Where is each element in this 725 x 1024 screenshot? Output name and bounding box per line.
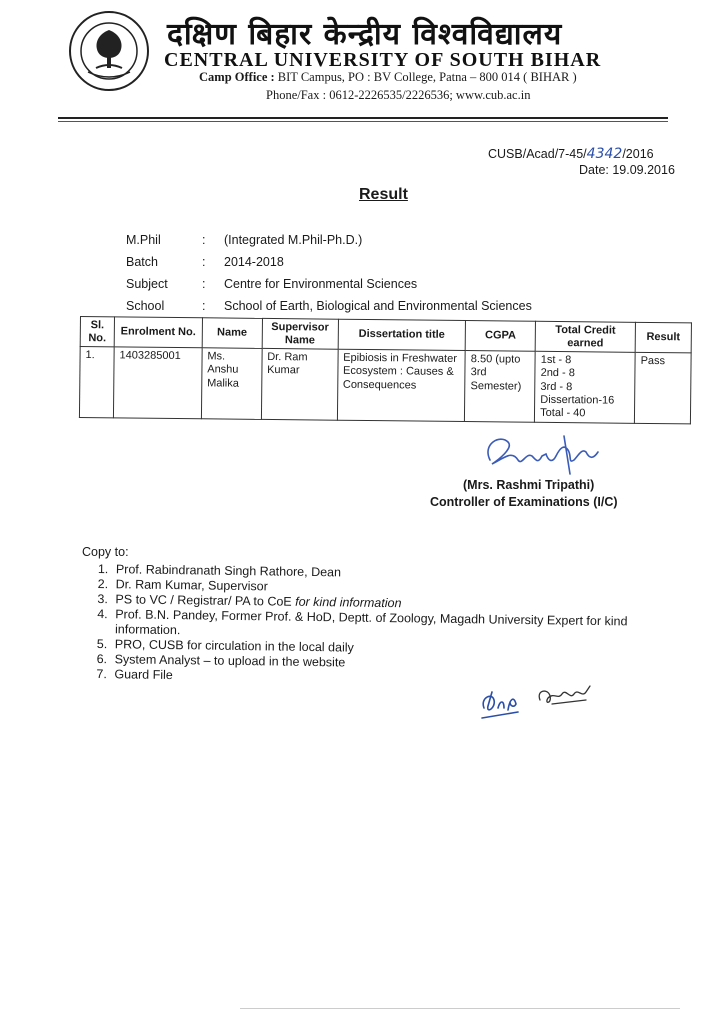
credit-line: Dissertation-16 <box>540 393 615 407</box>
detail-label: M.Phil <box>126 233 161 247</box>
detail-separator: : <box>202 277 206 291</box>
list-item-text: PS to VC / Registrar/ PA to CoE <box>115 592 296 609</box>
column-header-enrolment: Enrolment No. <box>114 317 202 348</box>
header-rule <box>58 117 668 119</box>
cell-enrolment: 1403285001 <box>113 347 202 419</box>
signatory-designation: Controller of Examinations (I/C) <box>430 495 618 509</box>
camp-office-text: BIT Campus, PO : BV College, Patna – 800 014 ( BIHAR ) <box>277 70 577 84</box>
table-row <box>79 347 691 424</box>
camp-office-address <box>199 70 577 85</box>
list-item-number: 1. <box>97 562 109 577</box>
phone-fax-line: Phone/Fax : 0612-2226535/2226536; www.cub.ac.in <box>266 88 531 102</box>
reference-suffix: /2016 <box>622 147 654 161</box>
result-heading: Result <box>359 186 408 203</box>
detail-separator: : <box>202 255 206 269</box>
document-date: Date: 19.09.2016 <box>579 163 675 177</box>
column-header-supervisor: Supervisor Name <box>262 318 338 349</box>
cell-result: Pass <box>634 353 691 425</box>
detail-value: School of Earth, Biological and Environmental Sciences <box>224 299 532 313</box>
detail-separator: : <box>202 299 206 313</box>
bottom-rule <box>240 1008 680 1009</box>
university-title-english: CENTRAL UNIVERSITY OF SOUTH BIHAR <box>164 49 602 71</box>
camp-office-label: Camp Office : <box>199 70 275 84</box>
detail-value: Centre for Environmental Sciences <box>224 277 418 291</box>
cell-supervisor: Dr. Ram Kumar <box>261 349 338 421</box>
detail-value: 2014-2018 <box>224 255 284 269</box>
handwritten-signature <box>478 430 618 478</box>
reference-handwritten-number: 4342 <box>586 146 623 162</box>
column-header-name: Name <box>202 318 262 349</box>
reference-number <box>488 146 654 162</box>
detail-label: Batch <box>126 255 158 269</box>
detail-label: School <box>126 299 165 313</box>
credit-line: Total - 40 <box>540 406 586 420</box>
result-table <box>79 316 692 425</box>
list-item-number: 3. <box>97 591 109 607</box>
cell-credits <box>535 352 636 424</box>
list-item-text: Prof. B.N. Pandey, Former Prof. & HoD, Deptt. of Zoology, Magadh University Expert for kind information. <box>114 607 628 638</box>
copy-to-list <box>96 562 678 690</box>
detail-separator: : <box>202 233 206 247</box>
column-header-dissertation: Dissertation title <box>338 319 466 351</box>
signatory-name: (Mrs. Rashmi Tripathi) <box>463 478 595 492</box>
list-item-text: PRO, CUSB for circulation in the local daily <box>114 637 354 655</box>
column-header-result: Result <box>635 322 691 353</box>
list-item-number: 7. <box>96 666 107 682</box>
list-item-text: Prof. Rabindranath Singh Rathore, Dean <box>115 562 342 580</box>
list-item-number: 6. <box>96 651 108 667</box>
list-item-text: Guard File <box>114 667 173 683</box>
university-logo <box>68 10 150 92</box>
header-rule-thin <box>58 121 668 122</box>
handwritten-initials <box>478 678 618 722</box>
list-item-number: 2. <box>97 576 109 592</box>
column-header-sl: Sl. No. <box>80 317 114 348</box>
copy-to-label: Copy to: <box>82 545 129 559</box>
university-title-hindi: दक्षिण बिहार केन्द्रीय विश्वविद्यालय <box>167 17 563 52</box>
credit-line: 3rd - 8 <box>540 380 573 393</box>
list-item-number: 4. <box>97 606 108 622</box>
cell-dissertation: Epibiosis in Freshwater Ecosystem : Causes & Consequences <box>337 349 465 421</box>
detail-value: (Integrated M.Phil-Ph.D.) <box>224 233 363 247</box>
reference-prefix: CUSB/Acad/7-45/ <box>488 147 587 161</box>
list-item-text: System Analyst – to upload in the website <box>114 652 346 670</box>
list-item-number: 5. <box>96 636 108 652</box>
credit-line: 2nd - 8 <box>540 367 575 380</box>
cell-sl: 1. <box>79 347 114 418</box>
column-header-cgpa: CGPA <box>465 321 535 352</box>
list-item-italic: for kind information <box>295 594 402 611</box>
cell-cgpa: 8.50 (upto 3rd Semester) <box>465 351 536 423</box>
column-header-credits: Total Credit earned <box>535 321 635 352</box>
cell-name: Ms. Anshu Malika <box>201 348 262 420</box>
list-item-text: Dr. Ram Kumar, Supervisor <box>115 577 268 594</box>
credit-line: 1st - 8 <box>540 354 572 367</box>
detail-label: Subject <box>126 277 168 291</box>
